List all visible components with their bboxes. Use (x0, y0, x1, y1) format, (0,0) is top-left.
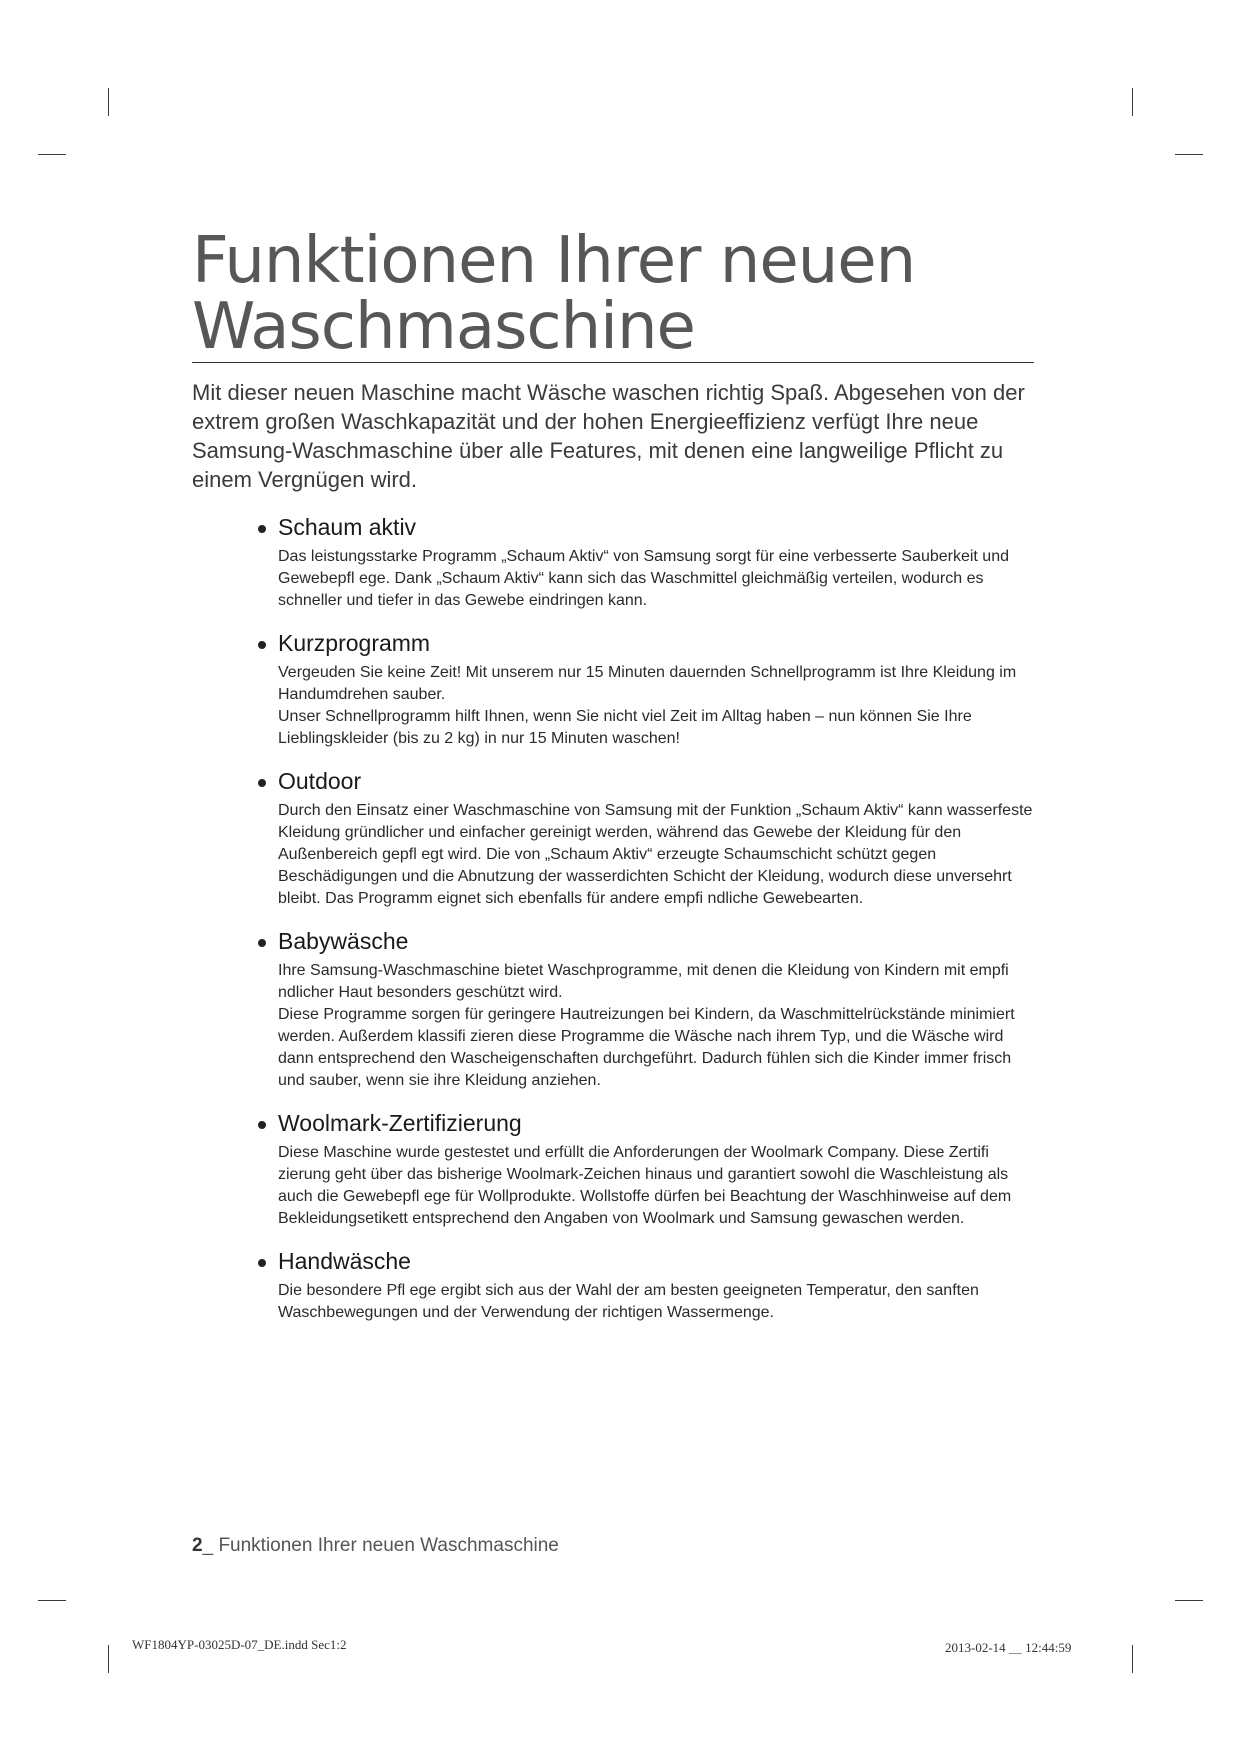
page-number: 2 (192, 1535, 203, 1556)
feature-paragraph: Unser Schnellprogramm hilft Ihnen, wenn Sie nicht viel Zeit im Alltag haben – nun können Sie Ihre Lieblingskleider (bis zu 2 kg) in nur 15 Minuten waschen! (278, 708, 972, 747)
feature-section (278, 926, 1038, 1092)
bullet-icon (258, 939, 266, 947)
feature-paragraph: Durch den Einsatz einer Waschmaschine von Samsung mit der Funktion „Schaum Aktiv“ kann wasserfeste Kleidung gründlicher und einfacher gereinigt werden, während das Gewebe der Kleidung für den Außenbereich gepfl egt wird. Die von „Schaum Aktiv“ erzeugte Schaumschicht schützt gegen Beschädigungen und die Abnutzung der wasserdichten Schicht der Kleidung, wodurch diese unversehrt bleibt. Das Programm eignet sich ebenfalls für andere empfi ndliche Gewebearten. (278, 802, 1033, 907)
feature-title: Kurzprogramm (278, 630, 431, 656)
feature-paragraph: Ihre Samsung-Waschmaschine bietet Waschprogramme, mit denen die Kleidung von Kindern mit empfi ndlicher Haut besonders geschützt wird. (278, 962, 1009, 1001)
feature-title: Woolmark-Zertifizierung (278, 1110, 522, 1136)
feature-title: Babywäsche (278, 928, 409, 954)
intro-paragraph: Mit dieser neuen Maschine macht Wäsche waschen richtig Spaß. Abgesehen von der extrem großen Waschkapazität und der hohen Energieeffizienz verfügt Ihre neue Samsung-Waschmaschine über alle Features, mit denen eine langweilige Pflicht zu einem Vergnügen wird. (192, 380, 1025, 492)
feature-section (278, 512, 1038, 612)
feature-section (278, 1108, 1038, 1230)
page-title-line-2: Waschmaschine (192, 290, 695, 364)
bullet-icon (258, 1121, 266, 1129)
feature-paragraph: Diese Programme sorgen für geringere Hautreizungen bei Kindern, da Waschmittelrückstände minimiert werden. Außerdem klassifi zieren diese Programme die Wäsche nach ihrem Typ, und die Wäsche wird dann entsprechend den Wascheigenschaften durchgeführt. Dadurch fühlen sich die Kinder immer frisch und sauber, wenn sie ihre Kleidung anziehen. (278, 1006, 1015, 1089)
crop-mark (38, 1600, 66, 1601)
feature-section (278, 1246, 1038, 1324)
footer-section-title: Funktionen Ihrer neuen Waschmaschine (218, 1535, 559, 1556)
feature-body (278, 546, 1038, 612)
crop-mark (1132, 88, 1133, 116)
footer-separator: _ (202, 1535, 219, 1556)
slug-datetime: 2013-02-14 ＿ 12:44:59 (945, 1640, 1072, 1655)
feature-body (278, 1280, 1038, 1324)
title-block (192, 224, 1034, 364)
feature-paragraph: Das leistungsstarke Programm „Schaum Aktiv“ von Samsung sorgt für eine verbesserte Sauberkeit und Gewebepfl ege. Dank „Schaum Aktiv“ kann sich das Waschmittel gleichmäßig verteilen, wodurch es schneller und tiefer in das Gewebe eindringen kann. (278, 548, 1009, 609)
feature-paragraph: Vergeuden Sie keine Zeit! Mit unserem nur 15 Minuten dauernden Schnellprogramm ist Ihre Kleidung im Handumdrehen sauber. (278, 664, 1017, 703)
page-title (192, 224, 1034, 364)
crop-mark (108, 1645, 109, 1673)
crop-mark (1175, 1600, 1203, 1601)
feature-body (278, 1142, 1038, 1230)
feature-paragraph: Diese Maschine wurde gestestet und erfüllt die Anforderungen der Woolmark Company. Diese Zertifi zierung geht über das bisherige Woolmark-Zeichen hinaus und garantiert sowohl die Waschleistung als auch die Gewebepfl ege für Wollprodukte. Wollstoffe dürfen bei Beachtung der Waschhinweise auf dem Bekleidungsetikett entsprechend den Angaben von Woolmark und Samsung gewaschen werden. (278, 1144, 1012, 1227)
feature-title: Handwäsche (278, 1248, 411, 1274)
feature-section (278, 766, 1038, 910)
crop-mark (38, 154, 66, 155)
feature-title: Outdoor (278, 768, 362, 794)
page-title-line-1: Funktionen Ihrer neuen (192, 224, 916, 298)
crop-mark (1175, 154, 1203, 155)
feature-list (278, 512, 1038, 1340)
slug-filename: WF1804YP-03025D-07_DE.indd Sec1:2 (132, 1637, 347, 1652)
feature-body (278, 662, 1038, 750)
feature-body (278, 960, 1038, 1092)
bullet-icon (258, 525, 266, 533)
crop-mark (108, 88, 109, 116)
bullet-icon (258, 641, 266, 649)
crop-mark (1132, 1645, 1133, 1673)
feature-body (278, 800, 1038, 910)
bullet-icon (258, 779, 266, 787)
feature-paragraph: Die besondere Pfl ege ergibt sich aus der Wahl der am besten geeigneten Temperatur, den sanften Waschbewegungen und der Verwendung der richtigen Wassermenge. (278, 1282, 979, 1321)
feature-section (278, 628, 1038, 750)
feature-title: Schaum aktiv (278, 514, 417, 540)
page-footer (192, 1535, 559, 1557)
bullet-icon (258, 1259, 266, 1267)
